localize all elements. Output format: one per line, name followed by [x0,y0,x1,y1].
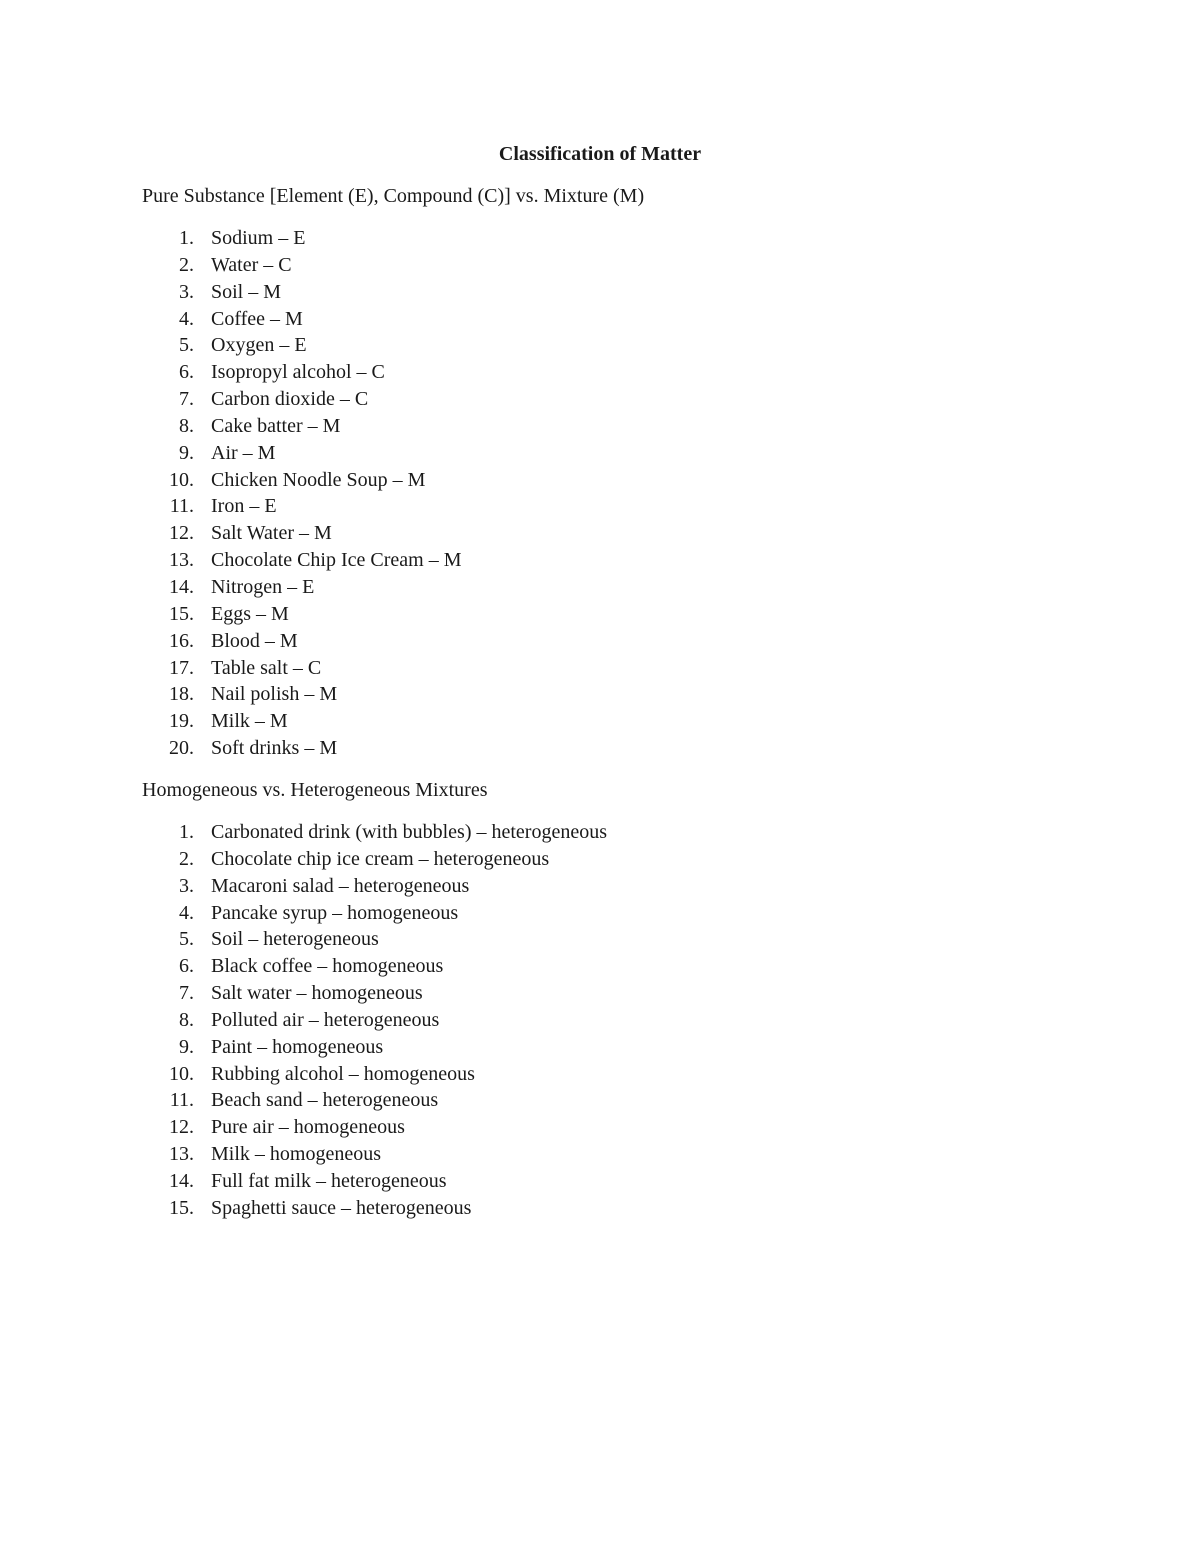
page-title: Classification of Matter [498,143,702,165]
list-item-text: Milk – M [211,710,288,733]
list-item-number: 15. [169,602,194,625]
list-item-text: Soft drinks – M [211,737,338,760]
list-item-number: 10. [169,1062,194,1085]
list-item-text: Cake batter – M [211,414,341,437]
list-item-number: 10. [169,468,194,491]
list-item-number: 20. [169,737,194,760]
list-item-number: 4. [179,901,194,924]
list-item-number: 6. [179,361,194,384]
list-item-number: 8. [179,414,194,437]
list-item-number: 3. [179,280,194,303]
list-item-text: Nitrogen – E [211,575,315,598]
list-item-number: 14. [169,575,194,598]
list-item-text: Sodium – E [211,227,306,249]
list-item-number: 13. [169,549,194,572]
list-item-text: Iron – E [211,495,277,518]
list-item-number: 7. [179,388,194,411]
section-heading-pure-substance: Pure Substance [Element (E), Compound (C)] vs. Mixture (M) [142,185,645,207]
list-item-text: Blood – M [211,629,298,652]
list-item-text: Spaghetti sauce – heterogeneous [211,1196,472,1219]
list-item-text: Salt Water – M [211,522,332,545]
list-item-text: Eggs – M [211,602,289,625]
list-item-number: 12. [169,1116,194,1139]
list-item-number: 12. [169,522,194,545]
list-item-number: 2. [179,847,194,870]
list-item-number: 16. [169,629,194,652]
list-item-number: 4. [179,307,194,330]
list-item-number: 9. [179,1035,194,1058]
list-item-text: Soil – heterogeneous [211,928,379,951]
list-item-number: 15. [169,1196,194,1219]
list-item-number: 11. [169,1089,194,1112]
list-item-number: 18. [169,683,194,706]
list-item-text: Pancake syrup – homogeneous [211,901,459,924]
list-item-number: 1. [179,227,194,249]
section-heading-mixtures: Homogeneous vs. Heterogeneous Mixtures [142,779,488,801]
list-item-text: Milk – homogeneous [211,1143,381,1166]
list-item-number: 11. [169,495,194,518]
list-item-text: Soil – M [211,280,282,303]
list-item-number: 1. [179,821,194,843]
list-item-text: Carbon dioxide – C [211,388,369,411]
list-item-number: 14. [169,1169,194,1192]
list-item-text: Salt water – homogeneous [211,982,423,1005]
list-item-text: Nail polish – M [211,683,338,706]
list-item-number: 17. [169,656,194,679]
list-item-text: Full fat milk – heterogeneous [211,1169,447,1192]
list-item-text: Macaroni salad – heterogeneous [211,874,470,897]
list-item-text: Polluted air – heterogeneous [211,1008,440,1031]
list-item-text: Chocolate chip ice cream – heterogeneous [211,847,550,870]
list-item-text: Pure air – homogeneous [211,1116,405,1139]
list-item-text: Chicken Noodle Soup – M [211,468,426,491]
list-item-text: Rubbing alcohol – homogeneous [211,1062,475,1085]
list-item-text: Water – C [211,253,292,276]
list-item-number: 3. [179,874,194,897]
list-item-text: Chocolate Chip Ice Cream – M [211,549,462,572]
list-item-text: Black coffee – homogeneous [211,955,444,978]
list-item-number: 8. [179,1008,194,1031]
list-item-number: 6. [179,955,194,978]
list-item-text: Paint – homogeneous [211,1035,384,1058]
list-item-number: 5. [179,334,194,357]
list-item-number: 19. [169,710,194,733]
list-item-text: Coffee – M [211,307,303,330]
list-item-number: 9. [179,441,194,464]
list-item-text: Air – M [211,441,276,464]
list-item-number: 7. [179,982,194,1005]
list-item-text: Beach sand – heterogeneous [211,1089,439,1112]
list-item-text: Isopropyl alcohol – C [211,361,385,384]
list-item-text: Table salt – C [211,656,322,679]
list-item-number: 5. [179,928,194,951]
list-item-text: Oxygen – E [211,334,307,357]
list-item-number: 13. [169,1143,194,1166]
list-item-number: 2. [179,253,194,276]
list-item-text: Carbonated drink (with bubbles) – heterogeneous [211,821,608,843]
